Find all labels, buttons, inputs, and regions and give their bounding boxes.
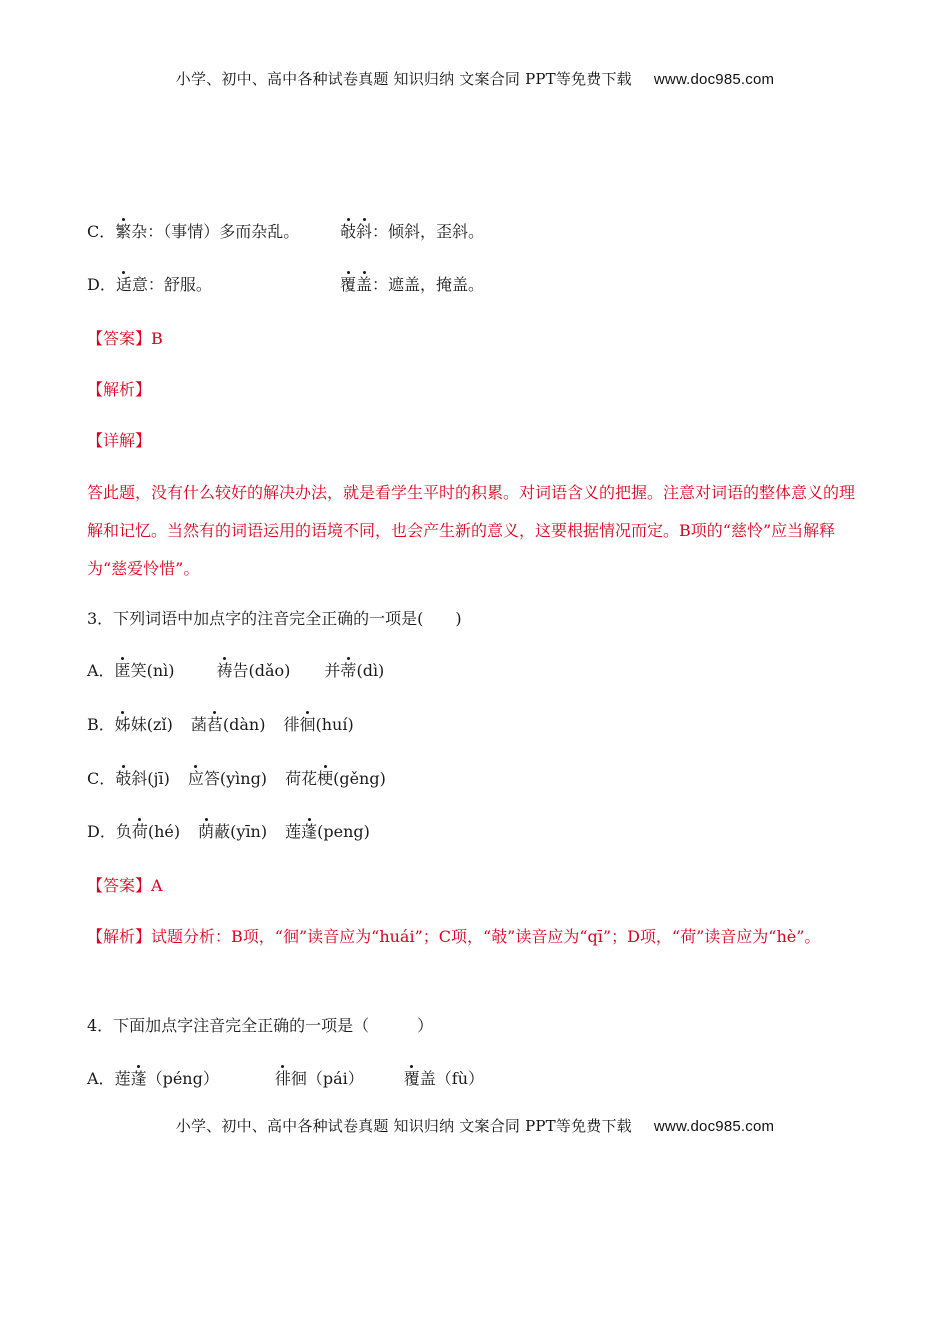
dotted-char: 攲: [340, 222, 357, 241]
dotted-char: 斜: [356, 222, 373, 241]
dotted-char: 祷: [216, 661, 233, 680]
footer-url[interactable]: www.doc985.com: [653, 1118, 775, 1135]
dotted-char: 适: [115, 275, 132, 294]
word-text: 负: [115, 822, 132, 841]
q4-option-a: [87, 1068, 484, 1090]
pinyin-item: 笑(nì): [130, 661, 175, 680]
q3-option-b: [87, 714, 354, 736]
analysis-heading: 【解析】: [87, 927, 152, 946]
definition-text: 意：舒服。: [131, 275, 212, 294]
pinyin-item: 告(dǎo): [232, 661, 291, 680]
pinyin-item: (dì): [356, 661, 385, 680]
dotted-char: 徊: [299, 715, 316, 734]
pinyin-item: (dàn): [222, 715, 266, 734]
definition-text: ：倾斜，歪斜。: [372, 222, 485, 241]
word-text: 徘: [283, 715, 300, 734]
dotted-char: 蒂: [340, 661, 357, 680]
page-header: [0, 68, 950, 89]
pinyin-item: 盖（fù）: [419, 1069, 485, 1088]
dotted-char: 覆: [340, 275, 357, 294]
word-text: 菡: [190, 715, 207, 734]
dotted-char: 蓬: [130, 1069, 147, 1088]
option-label: C．: [87, 222, 116, 241]
dotted-char: 匿: [114, 661, 131, 680]
header-url[interactable]: www.doc985.com: [653, 71, 775, 88]
dotted-char: 繁: [115, 222, 132, 241]
option-label: D．: [87, 822, 116, 841]
word-text: 莲: [285, 822, 302, 841]
q2-option-d: [87, 274, 212, 296]
option-label: B．: [87, 715, 115, 734]
header-text: 小学、初中、高中各种试卷真题 知识归纳 文案合同 PPT等免费下载: [175, 70, 632, 88]
q2-explanation: 答此题，没有什么较好的解决办法，就是看学生平时的积累。对词语含义的把握。注意对词语的整体意义的理解和记忆。当然有的词语运用的语境不同，也会产生新的意义，这要根据情况而定。B项的“慈怜”应当解释为“慈爱怜惜”。: [87, 483, 856, 578]
dotted-char: 盖: [356, 275, 373, 294]
q3-stem: 3．下列词语中加点字的注音完全正确的一项是( ): [87, 609, 462, 628]
dotted-char: 荫: [198, 822, 215, 841]
dotted-char: 覆: [403, 1069, 420, 1088]
option-label: D．: [87, 275, 116, 294]
pinyin-item: (hé): [147, 822, 181, 841]
footer-text: 小学、初中、高中各种试卷真题 知识归纳 文案合同 PPT等免费下载: [175, 1117, 632, 1135]
word-text: 莲: [114, 1069, 131, 1088]
q2-option-c-second: [340, 221, 484, 243]
option-label: C．: [87, 769, 116, 788]
q2-detail-heading: 【详解】: [87, 431, 152, 450]
q3-option-d: [87, 821, 370, 843]
pinyin-item: (huí): [315, 715, 354, 734]
q2-option-c: [87, 221, 299, 243]
option-label: A．: [87, 1069, 115, 1088]
dotted-char: 徘: [274, 1069, 291, 1088]
q3-option-c: [87, 768, 386, 790]
pinyin-item: 斜(jī): [131, 769, 170, 788]
q4-stem: 4．下面加点字注音完全正确的一项是（ ）: [87, 1016, 434, 1035]
dotted-char: 应: [187, 769, 204, 788]
option-label: A．: [87, 661, 115, 680]
q2-analysis-heading: 【解析】: [87, 380, 152, 399]
dotted-char: 荷: [131, 822, 148, 841]
dotted-char: 攲: [115, 769, 132, 788]
dotted-char: 梗: [317, 769, 334, 788]
dotted-char: 姊: [114, 715, 131, 734]
pinyin-item: 徊（pái）: [290, 1069, 364, 1088]
definition-text: 杂：（事情）多而杂乱。: [131, 222, 300, 241]
dotted-char: 萏: [206, 715, 223, 734]
pinyin-item: (gěng): [333, 769, 386, 788]
analysis-text: 试题分析：B项，“徊”读音应为“huái”；C项，“攲”读音应为“qī”；D项，“荷”读音应为“hè”。: [151, 927, 821, 946]
q2-answer: 【答案】B: [87, 329, 163, 348]
word-text: 并: [324, 661, 341, 680]
q3-analysis: [87, 918, 862, 956]
pinyin-item: (peng): [317, 822, 370, 841]
q3-answer: 【答案】A: [87, 876, 163, 895]
pinyin-item: 蔽(yīn): [214, 822, 268, 841]
dotted-char: 蓬: [301, 822, 318, 841]
word-text: 荷花: [285, 769, 318, 788]
pinyin-item: 答(yìng): [203, 769, 268, 788]
pinyin-item: 妹(zǐ): [130, 715, 173, 734]
page-footer: [0, 1115, 950, 1136]
q3-option-a: [87, 660, 384, 682]
definition-text: ：遮盖，掩盖。: [372, 275, 485, 294]
q2-option-d-second: [340, 274, 484, 296]
pinyin-item: （péng）: [146, 1069, 219, 1088]
